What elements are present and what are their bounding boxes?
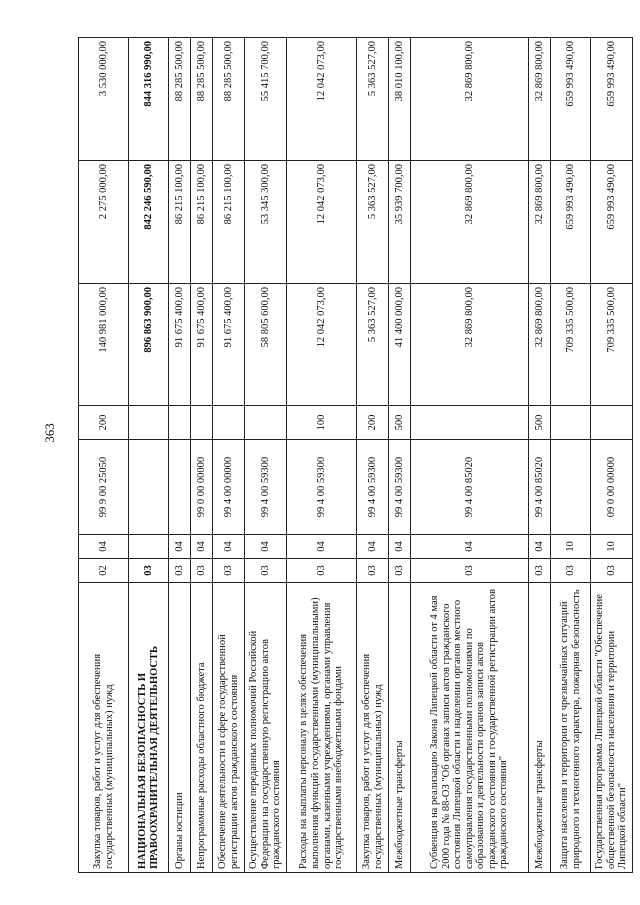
row-name: Обеспечение деятельности в сфере государственной регистрации актов гражданского состояния: [213, 583, 245, 873]
row-amount-2: 86 215 100,00: [191, 161, 213, 284]
row-subsection: 10: [551, 535, 591, 559]
row-subsection: 04: [245, 535, 287, 559]
row-target-article: 99 9 00 25050: [79, 440, 129, 535]
row-subsection: 10: [591, 535, 633, 559]
row-amount-1: 140 981 000,00: [79, 284, 129, 406]
row-amount-2: 5 363 527,00: [357, 161, 389, 284]
table-row: [529, 38, 551, 873]
row-expense-type: 100: [287, 406, 357, 440]
row-amount-2: 659 993 490,00: [591, 161, 633, 284]
row-amount-1: 91 675 400,00: [169, 284, 191, 406]
row-amount-3: 32 869 800,00: [529, 38, 551, 161]
row-section: 03: [389, 559, 411, 583]
row-target-article: [129, 440, 169, 535]
row-amount-2: 86 215 100,00: [213, 161, 245, 284]
row-amount-1: 41 400 000,00: [389, 284, 411, 406]
row-target-article: 99 4 00 85020: [411, 440, 529, 535]
table-row: [245, 38, 287, 873]
table-row: [389, 38, 411, 873]
row-name: Расходы на выплаты персоналу в целях обеспечения выполнения функций государственными (муниципальными) органами, казенными учреждениями, органами управления государственными внебюджетными фондами: [287, 583, 357, 873]
row-name: Субвенция на реализацию Закона Липецкой области от 4 мая 2000 года № 88-ОЗ "Об органах записи актов гражданского состояния Липецкой области и наделении органов местного самоуправления государственными полномочиями по образованию и деятельности органов записи актов гражданского состояния и государственной регистрации актов гражданского состояния": [411, 583, 529, 873]
row-section: 03: [551, 559, 591, 583]
row-subsection: 04: [287, 535, 357, 559]
row-subsection: 04: [411, 535, 529, 559]
row-amount-2: 2 275 000,00: [79, 161, 129, 284]
row-amount-3: 88 285 500,00: [213, 38, 245, 161]
row-target-article: [551, 440, 591, 535]
row-name: Непрограммные расходы областного бюджета: [191, 583, 213, 873]
row-section: 03: [169, 559, 191, 583]
row-section: 03: [411, 559, 529, 583]
row-section: 03: [213, 559, 245, 583]
row-amount-3: 5 363 527,00: [357, 38, 389, 161]
row-name: НАЦИОНАЛЬНАЯ БЕЗОПАСНОСТЬ И ПРАВООХРАНИТЕЛЬНАЯ ДЕЯТЕЛЬНОСТЬ: [129, 583, 169, 873]
row-amount-1: 32 869 800,00: [529, 284, 551, 406]
row-name: Закупка товаров, работ и услуг для обеспечения государственных (муниципальных) нужд: [357, 583, 389, 873]
row-amount-1: 12 042 073,00: [287, 284, 357, 406]
budget-table-rotated: [78, 38, 629, 873]
row-target-article: [169, 440, 191, 535]
row-target-article: 99 4 00 59300: [389, 440, 411, 535]
table-row: [357, 38, 389, 873]
row-amount-1: 709 335 500,00: [591, 284, 633, 406]
row-expense-type: [169, 406, 191, 440]
row-amount-2: 86 215 100,00: [169, 161, 191, 284]
row-expense-type: [411, 406, 529, 440]
row-name: Закупка товаров, работ и услуг для обеспечения государственных (муниципальных) нужд: [79, 583, 129, 873]
row-name: Органы юстиции: [169, 583, 191, 873]
row-amount-1: 5 363 527,00: [357, 284, 389, 406]
row-expense-type: [551, 406, 591, 440]
row-expense-type: 200: [79, 406, 129, 440]
row-amount-3: 55 415 700,00: [245, 38, 287, 161]
row-amount-1: 896 863 900,00: [129, 284, 169, 406]
row-amount-2: 842 246 590,00: [129, 161, 169, 284]
row-name: Осуществление переданных полномочий Российской Федерации на государственную регистрацию актов гражданского состояния: [245, 583, 287, 873]
row-expense-type: [245, 406, 287, 440]
row-amount-3: 844 316 990,00: [129, 38, 169, 161]
row-section: 03: [191, 559, 213, 583]
budget-table: [78, 37, 633, 873]
row-amount-2: 53 345 300,00: [245, 161, 287, 284]
row-subsection: 04: [213, 535, 245, 559]
table-row: [191, 38, 213, 873]
row-expense-type: [191, 406, 213, 440]
row-target-article: 99 4 00 59300: [245, 440, 287, 535]
table-row: [129, 38, 169, 873]
table-row: [213, 38, 245, 873]
row-subsection: 04: [169, 535, 191, 559]
row-amount-3: 12 042 073,00: [287, 38, 357, 161]
row-amount-3: 659 993 490,00: [551, 38, 591, 161]
row-target-article: 99 4 00 85020: [529, 440, 551, 535]
row-subsection: 04: [191, 535, 213, 559]
row-expense-type: [129, 406, 169, 440]
row-amount-1: 709 335 500,00: [551, 284, 591, 406]
row-amount-2: 32 869 800,00: [411, 161, 529, 284]
row-target-article: 99 4 00 59300: [357, 440, 389, 535]
table-row: [411, 38, 529, 873]
row-amount-3: 88 285 500,00: [191, 38, 213, 161]
row-name: Межбюджетные трансферты: [529, 583, 551, 873]
row-amount-3: 32 869 800,00: [411, 38, 529, 161]
row-section: 03: [287, 559, 357, 583]
row-target-article: 99 4 00 59300: [287, 440, 357, 535]
row-section: 03: [591, 559, 633, 583]
row-amount-1: 58 805 600,00: [245, 284, 287, 406]
row-amount-3: 659 993 490,00: [591, 38, 633, 161]
row-subsection: [129, 535, 169, 559]
row-name: Защита населения и территории от чрезвычайных ситуаций природного и техногенного характера, пожарная безопасность: [551, 583, 591, 873]
row-expense-type: 500: [529, 406, 551, 440]
row-subsection: 04: [79, 535, 129, 559]
table-row: [79, 38, 129, 873]
row-section: 03: [129, 559, 169, 583]
row-amount-2: 659 993 490,00: [551, 161, 591, 284]
row-amount-1: 32 869 800,00: [411, 284, 529, 406]
row-section: 03: [529, 559, 551, 583]
row-amount-2: 12 042 073,00: [287, 161, 357, 284]
row-name: Государственная программа Липецкой области "Обеспечение общественной безопасности населения и территории Липецкой области": [591, 583, 633, 873]
row-expense-type: 500: [389, 406, 411, 440]
table-row: [169, 38, 191, 873]
row-subsection: 04: [389, 535, 411, 559]
row-amount-2: 32 869 800,00: [529, 161, 551, 284]
row-subsection: 04: [357, 535, 389, 559]
row-amount-3: 88 285 500,00: [169, 38, 191, 161]
table-row: [591, 38, 633, 873]
table-row: [551, 38, 591, 873]
row-expense-type: [591, 406, 633, 440]
row-target-article: 99 0 00 00000: [191, 440, 213, 535]
row-subsection: 04: [529, 535, 551, 559]
row-section: 03: [357, 559, 389, 583]
table-body: [79, 38, 633, 873]
row-target-article: 99 4 00 00000: [213, 440, 245, 535]
row-expense-type: [213, 406, 245, 440]
row-section: 03: [245, 559, 287, 583]
row-amount-3: 38 010 100,00: [389, 38, 411, 161]
row-amount-1: 91 675 400,00: [191, 284, 213, 406]
row-target-article: 09 0 00 00000: [591, 440, 633, 535]
row-section: 02: [79, 559, 129, 583]
page-number: 363: [41, 423, 57, 443]
row-name: Межбюджетные трансферты: [389, 583, 411, 873]
row-amount-1: 91 675 400,00: [213, 284, 245, 406]
table-row: [287, 38, 357, 873]
row-amount-2: 35 939 700,00: [389, 161, 411, 284]
row-amount-3: 3 530 000,00: [79, 38, 129, 161]
row-expense-type: 200: [357, 406, 389, 440]
